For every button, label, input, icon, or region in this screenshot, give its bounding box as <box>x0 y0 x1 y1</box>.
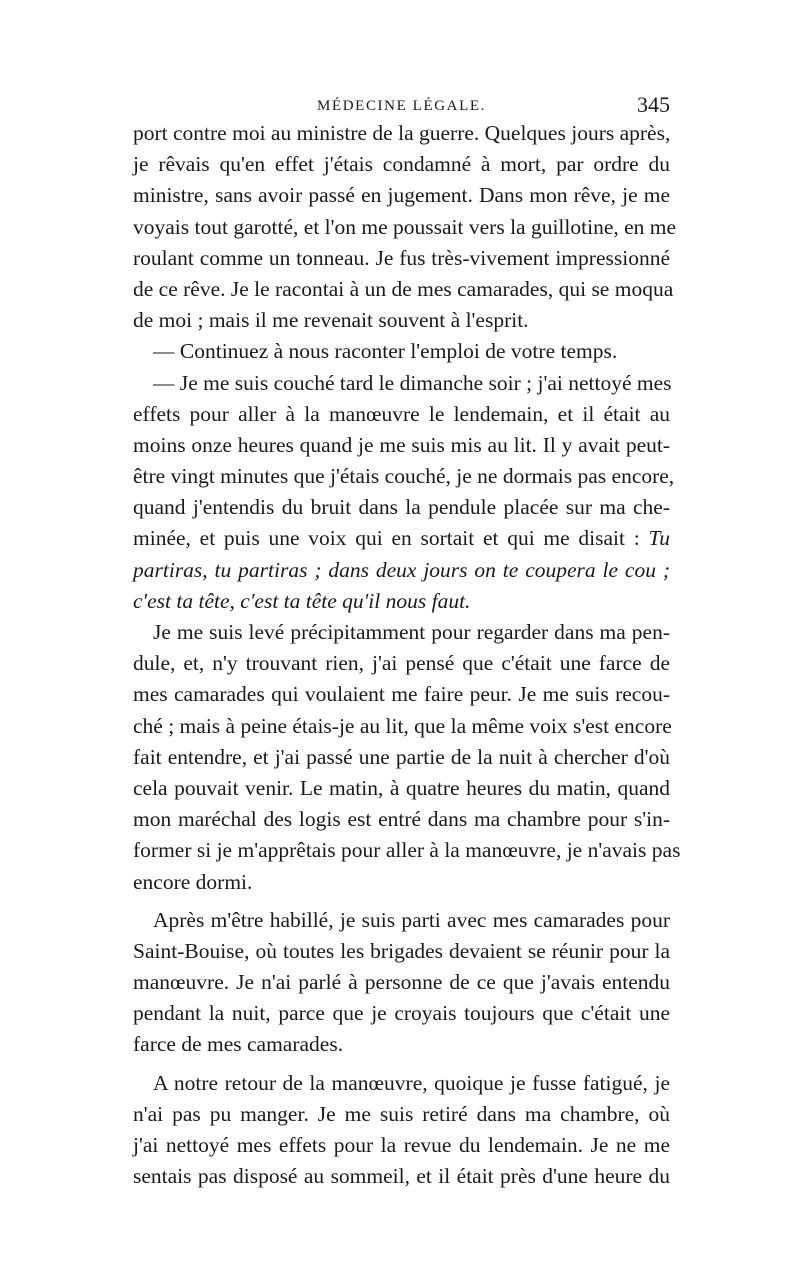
paragraph <box>133 368 675 618</box>
body-text <box>133 118 681 1192</box>
text-line: cela pouvait venir. Le matin, à quatre heures du matin, quand <box>133 775 670 800</box>
text-line: effets pour aller à la manœuvre le lendemain, et il était au <box>133 401 670 426</box>
text-line: fait entendre, et j'ai passé une partie de la nuit à chercher d'où <box>133 744 670 769</box>
italic-segment: Tu <box>648 526 670 551</box>
text-line: encore dormi. <box>133 869 253 894</box>
running-title: MÉDECINE LÉGALE. <box>317 98 486 114</box>
text-line: manœuvre. Je n'ai parlé à personne de ce que j'avais entendu <box>133 970 670 995</box>
text-segment: minée, et puis une voix qui en sortait et qui me disait : <box>133 526 640 551</box>
text-line: Saint-Bouise, où toutes les brigades devaient se réunir pour la <box>133 938 670 963</box>
text-line: quand j'entendis du bruit dans la pendule placée sur ma che- <box>133 495 670 520</box>
text-line: ché ; mais à peine étais-je au lit, que la même voix s'est encore <box>133 713 672 738</box>
text-line: pendant la nuit, parce que je croyais toujours que c'était une <box>133 1001 670 1026</box>
paragraph <box>133 336 670 367</box>
text-line: n'ai pas pu manger. Je me suis retiré dans ma chambre, où <box>133 1101 670 1126</box>
text-line: former si je m'apprêtais pour aller à la manœuvre, je n'avais pas <box>133 838 681 863</box>
text-line: ministre, sans avoir passé en jugement. Dans mon rêve, je me <box>133 183 670 208</box>
text-line: sentais pas disposé au sommeil, et il était près d'une heure du <box>133 1164 670 1189</box>
paragraph <box>133 1068 670 1193</box>
text-line: partiras, tu partiras ; dans deux jours on te coupera le cou ; <box>133 557 670 582</box>
text-line: Après m'être habillé, je suis parti avec mes camarades pour <box>153 907 670 932</box>
paragraph <box>133 118 677 336</box>
text-line: Je me suis levé précipitamment pour regarder dans ma pen- <box>153 620 670 644</box>
paragraph <box>133 905 670 1061</box>
text-line: je rêvais qu'en effet j'étais condamné à mort, par ordre du <box>133 152 670 177</box>
text-line: mon maréchal des logis est entré dans ma chambre pour s'in- <box>133 807 670 832</box>
text-line: A notre retour de la manœuvre, quoique je fusse fatigué, je <box>153 1070 670 1095</box>
page-number: 345 <box>637 92 670 117</box>
text-line: roulant comme un tonneau. Je fus très-vivement impressionné <box>133 245 670 270</box>
text-line: j'ai nettoyé mes effets pour la revue du lendemain. Je ne me <box>133 1133 670 1157</box>
text-line: de ce rêve. Je le racontai à un de mes camarades, qui se moqua <box>133 276 674 301</box>
text-line: — Continuez à nous raconter l'emploi de votre temps. <box>153 339 618 364</box>
text-line: farce de mes camarades. <box>133 1032 344 1057</box>
paragraph <box>133 617 681 898</box>
text-line: de moi ; mais il me revenait souvent à l'esprit. <box>133 308 529 333</box>
text-line: moins onze heures quand je me suis mis au lit. Il y avait peut- <box>133 432 670 457</box>
text-line <box>133 523 670 554</box>
text-line: mes camarades qui voulaient me faire peur. Je me suis recou- <box>133 682 670 707</box>
text-line: port contre moi au ministre de la guerre. Quelques jours après, <box>133 121 671 145</box>
text-line: être vingt minutes que j'étais couché, je ne dormais pas encore, <box>133 464 675 489</box>
text-line: — Je me suis couché tard le dimanche soir ; j'ai nettoyé mes <box>153 370 672 395</box>
text-line: voyais tout garotté, et l'on me poussait vers la guillotine, en me <box>133 214 677 239</box>
text-line: c'est ta tête, c'est ta tête qu'il nous faut. <box>133 588 471 613</box>
text-line: dule, et, n'y trouvant rien, j'ai pensé que c'était une farce de <box>133 651 670 676</box>
